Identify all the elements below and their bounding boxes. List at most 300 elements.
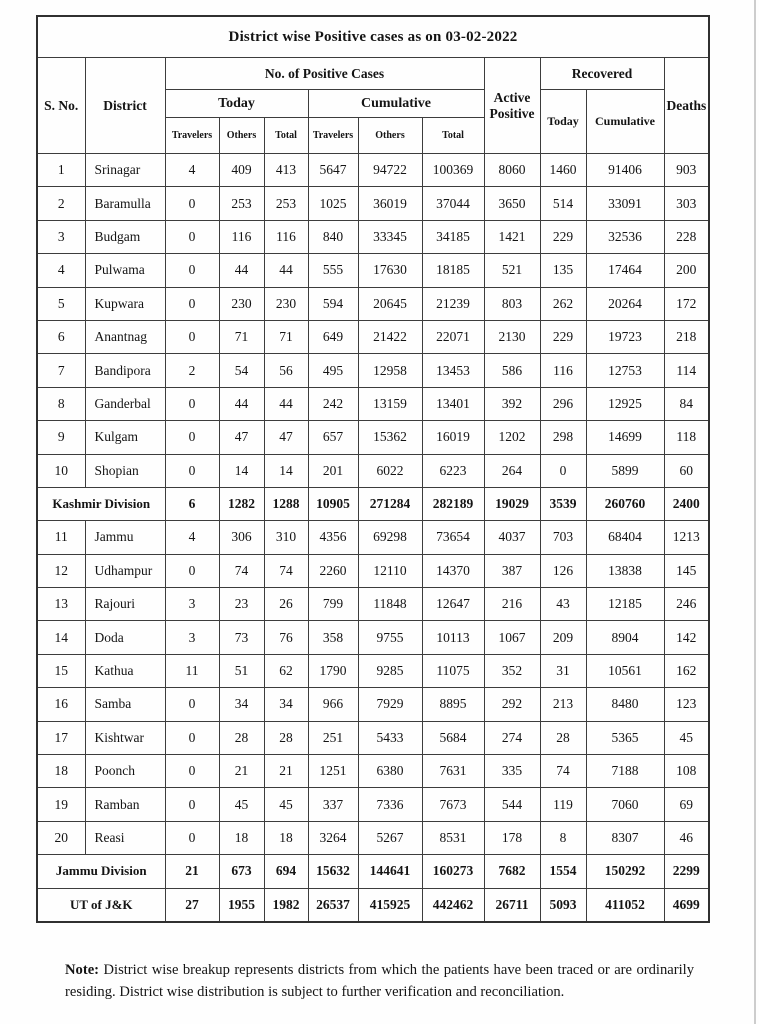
row-sno: 20 (37, 821, 85, 854)
table-row (37, 354, 709, 387)
row-sno: 14 (37, 621, 85, 654)
value-cell: 3 (165, 621, 219, 654)
table-row (37, 187, 709, 220)
district-cases-table (36, 15, 710, 923)
value-cell: 91406 (586, 154, 664, 187)
table-row (37, 688, 709, 721)
value-cell: 0 (165, 755, 219, 788)
row-district: Bandipora (85, 354, 165, 387)
value-cell: 310 (264, 521, 308, 554)
value-cell: 230 (219, 287, 264, 320)
value-cell: 34 (264, 688, 308, 721)
value-cell: 7188 (586, 755, 664, 788)
value-cell: 21 (264, 755, 308, 788)
value-cell: 15362 (358, 421, 422, 454)
note-label: Note: (65, 962, 100, 978)
header-cumulative-total: Total (422, 118, 484, 154)
value-cell: 5365 (586, 721, 664, 754)
row-sno: 8 (37, 387, 85, 420)
value-cell: 28 (264, 721, 308, 754)
value-cell: 0 (165, 788, 219, 821)
value-cell: 0 (165, 387, 219, 420)
header-district: District (85, 58, 165, 154)
value-cell: 594 (308, 287, 358, 320)
value-cell: 1202 (484, 421, 540, 454)
value-cell: 178 (484, 821, 540, 854)
value-cell: 352 (484, 654, 540, 687)
value-cell: 694 (264, 855, 308, 888)
table-row (37, 521, 709, 554)
footer-note (65, 960, 694, 1003)
header-band-1 (37, 58, 709, 90)
row-district: Anantnag (85, 320, 165, 353)
value-cell: 7682 (484, 855, 540, 888)
value-cell: 213 (540, 688, 586, 721)
value-cell: 60 (664, 454, 709, 487)
value-cell: 387 (484, 554, 540, 587)
value-cell: 13453 (422, 354, 484, 387)
header-sno: S. No. (37, 58, 85, 154)
note-text: District wise breakup represents districts from which the patients have been traced or are ordinarily residing. District wise distribution is subject to further verification and reconciliation. (65, 962, 694, 1000)
value-cell: 26 (264, 588, 308, 621)
value-cell: 12647 (422, 588, 484, 621)
value-cell: 442462 (422, 888, 484, 922)
table-header (37, 16, 709, 154)
value-cell: 18 (219, 821, 264, 854)
value-cell: 8895 (422, 688, 484, 721)
page-edge-line (754, 0, 756, 1024)
value-cell: 303 (664, 187, 709, 220)
value-cell: 8307 (586, 821, 664, 854)
header-recovered-today: Today (540, 90, 586, 154)
value-cell: 18 (264, 821, 308, 854)
value-cell: 230 (264, 287, 308, 320)
header-deaths: Deaths (664, 58, 709, 154)
value-cell: 242 (308, 387, 358, 420)
row-sno: 16 (37, 688, 85, 721)
value-cell: 74 (264, 554, 308, 587)
value-cell: 4699 (664, 888, 709, 922)
value-cell: 544 (484, 788, 540, 821)
value-cell: 0 (165, 721, 219, 754)
value-cell: 415925 (358, 888, 422, 922)
value-cell: 18185 (422, 254, 484, 287)
row-sno: 4 (37, 254, 85, 287)
value-cell: 4 (165, 521, 219, 554)
table-row (37, 387, 709, 420)
value-cell: 172 (664, 287, 709, 320)
value-cell: 200 (664, 254, 709, 287)
value-cell: 229 (540, 220, 586, 253)
case-table-document (36, 15, 708, 923)
value-cell: 44 (219, 254, 264, 287)
value-cell: 69 (664, 788, 709, 821)
row-district: Udhampur (85, 554, 165, 587)
value-cell: 33345 (358, 220, 422, 253)
header-today-total: Total (264, 118, 308, 154)
value-cell: 12925 (586, 387, 664, 420)
value-cell: 495 (308, 354, 358, 387)
value-cell: 21 (165, 855, 219, 888)
value-cell: 34 (219, 688, 264, 721)
value-cell: 19723 (586, 320, 664, 353)
value-cell: 229 (540, 320, 586, 353)
table-row (37, 554, 709, 587)
row-sno: 5 (37, 287, 85, 320)
value-cell: 8060 (484, 154, 540, 187)
value-cell: 12185 (586, 588, 664, 621)
value-cell: 3264 (308, 821, 358, 854)
value-cell: 335 (484, 755, 540, 788)
value-cell: 264 (484, 454, 540, 487)
value-cell: 703 (540, 521, 586, 554)
value-cell: 5684 (422, 721, 484, 754)
table-row (37, 154, 709, 187)
header-cumulative: Cumulative (308, 90, 484, 118)
value-cell: 1213 (664, 521, 709, 554)
value-cell: 0 (165, 254, 219, 287)
row-district: Jammu (85, 521, 165, 554)
value-cell: 28 (219, 721, 264, 754)
value-cell: 47 (264, 421, 308, 454)
value-cell: 1460 (540, 154, 586, 187)
value-cell: 3 (165, 588, 219, 621)
value-cell: 32536 (586, 220, 664, 253)
row-sno: 1 (37, 154, 85, 187)
value-cell: 11075 (422, 654, 484, 687)
value-cell: 7336 (358, 788, 422, 821)
value-cell: 5267 (358, 821, 422, 854)
value-cell: 274 (484, 721, 540, 754)
value-cell: 260760 (586, 487, 664, 520)
value-cell: 9285 (358, 654, 422, 687)
value-cell: 150292 (586, 855, 664, 888)
table-row (37, 755, 709, 788)
header-recovered: Recovered (540, 58, 664, 90)
value-cell: 47 (219, 421, 264, 454)
value-cell: 799 (308, 588, 358, 621)
value-cell: 11848 (358, 588, 422, 621)
summary-row (37, 855, 709, 888)
value-cell: 1251 (308, 755, 358, 788)
value-cell: 71 (219, 320, 264, 353)
row-sno: 11 (37, 521, 85, 554)
row-district: Rajouri (85, 588, 165, 621)
value-cell: 17630 (358, 254, 422, 287)
value-cell: 0 (165, 320, 219, 353)
value-cell: 13159 (358, 387, 422, 420)
value-cell: 126 (540, 554, 586, 587)
row-district: Doda (85, 621, 165, 654)
table-row (37, 287, 709, 320)
table-row (37, 621, 709, 654)
header-cumulative-others: Others (358, 118, 422, 154)
row-district: Samba (85, 688, 165, 721)
row-district: Shopian (85, 454, 165, 487)
value-cell: 228 (664, 220, 709, 253)
table-row (37, 721, 709, 754)
row-district: Budgam (85, 220, 165, 253)
value-cell: 21239 (422, 287, 484, 320)
header-today-travelers: Travelers (165, 118, 219, 154)
value-cell: 251 (308, 721, 358, 754)
value-cell: 160273 (422, 855, 484, 888)
value-cell: 521 (484, 254, 540, 287)
value-cell: 253 (264, 187, 308, 220)
value-cell: 74 (219, 554, 264, 587)
value-cell: 1421 (484, 220, 540, 253)
row-sno: 18 (37, 755, 85, 788)
row-sno: 17 (37, 721, 85, 754)
table-body (37, 154, 709, 922)
value-cell: 118 (664, 421, 709, 454)
value-cell: 16019 (422, 421, 484, 454)
value-cell: 11 (165, 654, 219, 687)
value-cell: 14 (264, 454, 308, 487)
value-cell: 45 (264, 788, 308, 821)
value-cell: 298 (540, 421, 586, 454)
value-cell: 218 (664, 320, 709, 353)
value-cell: 2299 (664, 855, 709, 888)
header-today: Today (165, 90, 308, 118)
value-cell: 8 (540, 821, 586, 854)
row-sno: 3 (37, 220, 85, 253)
value-cell: 5433 (358, 721, 422, 754)
value-cell: 1955 (219, 888, 264, 922)
value-cell: 20645 (358, 287, 422, 320)
value-cell: 31 (540, 654, 586, 687)
value-cell: 201 (308, 454, 358, 487)
value-cell: 555 (308, 254, 358, 287)
value-cell: 411052 (586, 888, 664, 922)
value-cell: 514 (540, 187, 586, 220)
value-cell: 37044 (422, 187, 484, 220)
summary-label: Kashmir Division (37, 487, 165, 520)
row-district: Ganderbal (85, 387, 165, 420)
value-cell: 116 (219, 220, 264, 253)
value-cell: 1067 (484, 621, 540, 654)
value-cell: 840 (308, 220, 358, 253)
row-district: Srinagar (85, 154, 165, 187)
table-row (37, 654, 709, 687)
value-cell: 657 (308, 421, 358, 454)
header-today-others: Others (219, 118, 264, 154)
value-cell: 45 (664, 721, 709, 754)
value-cell: 8904 (586, 621, 664, 654)
row-district: Ramban (85, 788, 165, 821)
value-cell: 36019 (358, 187, 422, 220)
row-district: Reasi (85, 821, 165, 854)
value-cell: 5899 (586, 454, 664, 487)
header-active-positive: Active Positive (484, 58, 540, 154)
value-cell: 26711 (484, 888, 540, 922)
value-cell: 0 (165, 821, 219, 854)
value-cell: 673 (219, 855, 264, 888)
value-cell: 54 (219, 354, 264, 387)
table-row (37, 220, 709, 253)
value-cell: 2400 (664, 487, 709, 520)
value-cell: 44 (264, 254, 308, 287)
value-cell: 271284 (358, 487, 422, 520)
value-cell: 84 (664, 387, 709, 420)
value-cell: 14699 (586, 421, 664, 454)
value-cell: 21 (219, 755, 264, 788)
table-row (37, 788, 709, 821)
row-district: Poonch (85, 755, 165, 788)
row-district: Pulwama (85, 254, 165, 287)
value-cell: 6 (165, 487, 219, 520)
summary-label: UT of J&K (37, 888, 165, 922)
row-sno: 9 (37, 421, 85, 454)
value-cell: 19029 (484, 487, 540, 520)
value-cell: 144641 (358, 855, 422, 888)
value-cell: 0 (165, 287, 219, 320)
value-cell: 94722 (358, 154, 422, 187)
value-cell: 8480 (586, 688, 664, 721)
row-district: Kulgam (85, 421, 165, 454)
summary-row (37, 888, 709, 922)
header-positive-cases: No. of Positive Cases (165, 58, 484, 90)
value-cell: 4356 (308, 521, 358, 554)
row-sno: 19 (37, 788, 85, 821)
value-cell: 0 (165, 187, 219, 220)
value-cell: 296 (540, 387, 586, 420)
value-cell: 0 (165, 421, 219, 454)
value-cell: 9755 (358, 621, 422, 654)
value-cell: 34185 (422, 220, 484, 253)
value-cell: 803 (484, 287, 540, 320)
table-row (37, 421, 709, 454)
value-cell: 282189 (422, 487, 484, 520)
value-cell: 6223 (422, 454, 484, 487)
value-cell: 7631 (422, 755, 484, 788)
value-cell: 15632 (308, 855, 358, 888)
value-cell: 392 (484, 387, 540, 420)
table-title: District wise Positive cases as on 03-02-2022 (37, 16, 709, 58)
row-sno: 2 (37, 187, 85, 220)
value-cell: 337 (308, 788, 358, 821)
value-cell: 51 (219, 654, 264, 687)
value-cell: 262 (540, 287, 586, 320)
value-cell: 2 (165, 354, 219, 387)
value-cell: 73 (219, 621, 264, 654)
value-cell: 56 (264, 354, 308, 387)
value-cell: 216 (484, 588, 540, 621)
value-cell: 0 (165, 688, 219, 721)
value-cell: 5647 (308, 154, 358, 187)
value-cell: 20264 (586, 287, 664, 320)
value-cell: 292 (484, 688, 540, 721)
value-cell: 108 (664, 755, 709, 788)
value-cell: 10561 (586, 654, 664, 687)
table-row (37, 821, 709, 854)
value-cell: 33091 (586, 187, 664, 220)
value-cell: 1982 (264, 888, 308, 922)
value-cell: 0 (165, 554, 219, 587)
value-cell: 116 (264, 220, 308, 253)
value-cell: 649 (308, 320, 358, 353)
value-cell: 6022 (358, 454, 422, 487)
value-cell: 10905 (308, 487, 358, 520)
value-cell: 46 (664, 821, 709, 854)
value-cell: 69298 (358, 521, 422, 554)
value-cell: 12753 (586, 354, 664, 387)
value-cell: 413 (264, 154, 308, 187)
header-cumulative-travelers: Travelers (308, 118, 358, 154)
value-cell: 1025 (308, 187, 358, 220)
table-row (37, 254, 709, 287)
value-cell: 162 (664, 654, 709, 687)
row-sno: 15 (37, 654, 85, 687)
summary-label: Jammu Division (37, 855, 165, 888)
value-cell: 13401 (422, 387, 484, 420)
row-sno: 12 (37, 554, 85, 587)
value-cell: 8531 (422, 821, 484, 854)
value-cell: 6380 (358, 755, 422, 788)
value-cell: 44 (264, 387, 308, 420)
value-cell: 21422 (358, 320, 422, 353)
value-cell: 119 (540, 788, 586, 821)
table-row (37, 454, 709, 487)
value-cell: 1790 (308, 654, 358, 687)
row-district: Kishtwar (85, 721, 165, 754)
value-cell: 2260 (308, 554, 358, 587)
value-cell: 3539 (540, 487, 586, 520)
value-cell: 0 (540, 454, 586, 487)
value-cell: 14 (219, 454, 264, 487)
value-cell: 135 (540, 254, 586, 287)
value-cell: 13838 (586, 554, 664, 587)
row-district: Baramulla (85, 187, 165, 220)
value-cell: 246 (664, 588, 709, 621)
table-row (37, 320, 709, 353)
value-cell: 76 (264, 621, 308, 654)
value-cell: 358 (308, 621, 358, 654)
value-cell: 114 (664, 354, 709, 387)
value-cell: 4037 (484, 521, 540, 554)
title-row (37, 16, 709, 58)
summary-row (37, 487, 709, 520)
value-cell: 100369 (422, 154, 484, 187)
value-cell: 7060 (586, 788, 664, 821)
value-cell: 5093 (540, 888, 586, 922)
value-cell: 7929 (358, 688, 422, 721)
value-cell: 2130 (484, 320, 540, 353)
value-cell: 306 (219, 521, 264, 554)
row-sno: 6 (37, 320, 85, 353)
value-cell: 10113 (422, 621, 484, 654)
value-cell: 0 (165, 454, 219, 487)
row-sno: 7 (37, 354, 85, 387)
value-cell: 966 (308, 688, 358, 721)
table-row (37, 588, 709, 621)
value-cell: 12110 (358, 554, 422, 587)
value-cell: 22071 (422, 320, 484, 353)
value-cell: 43 (540, 588, 586, 621)
value-cell: 62 (264, 654, 308, 687)
row-sno: 13 (37, 588, 85, 621)
value-cell: 71 (264, 320, 308, 353)
value-cell: 1288 (264, 487, 308, 520)
value-cell: 14370 (422, 554, 484, 587)
value-cell: 142 (664, 621, 709, 654)
header-recovered-cumulative: Cumulative (586, 90, 664, 154)
value-cell: 145 (664, 554, 709, 587)
value-cell: 74 (540, 755, 586, 788)
value-cell: 45 (219, 788, 264, 821)
value-cell: 27 (165, 888, 219, 922)
value-cell: 68404 (586, 521, 664, 554)
